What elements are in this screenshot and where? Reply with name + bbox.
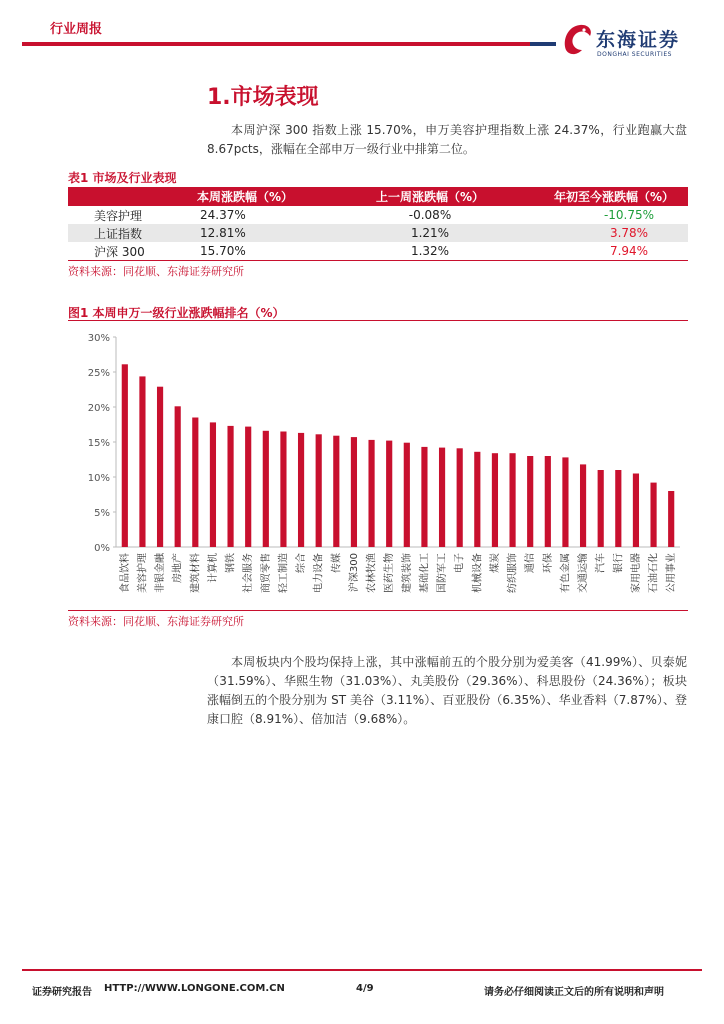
- x-tick-label: 房地产: [172, 553, 184, 583]
- x-tick-label: 钢铁: [225, 553, 237, 573]
- footer-website-link[interactable]: HTTP://WWW.LONGONE.COM.CN: [104, 983, 285, 994]
- x-tick-label: 美容护理: [137, 553, 149, 593]
- section-title: 1.市场表现: [207, 85, 319, 110]
- bar: [527, 456, 533, 547]
- x-tick-label: 基础化工: [419, 553, 431, 593]
- bar: [509, 453, 515, 547]
- x-tick-label: 社会服务: [243, 553, 255, 593]
- company-logo-english: DONGHAI SECURITIES: [597, 51, 672, 58]
- table-row: [68, 206, 688, 224]
- stock-summary-text: 本周板块内个股均保持上涨，其中涨幅前五的个股分别为爱美客（41.99%）、贝泰妮（31.59%）、华熙生物（31.03%）、丸美股份（29.36%）、科思股份（24.36%）；板块涨幅倒五的个股分别为 ST 美谷（3.11%）、百亚股份（6.35%）、华业香料（7.87%）、登康口腔（8.91%）、倍加洁（9.68%）。: [207, 655, 687, 726]
- x-tick-label: 公用事业: [666, 553, 678, 593]
- row-name: 沪深 300: [94, 244, 145, 259]
- table-caption: 表1 市场及行业表现: [68, 171, 177, 185]
- market-performance-table: [68, 187, 688, 260]
- x-tick-label: 汽车: [595, 553, 607, 573]
- table-header-empty: [68, 187, 170, 206]
- y-tick-label: 20%: [87, 403, 110, 414]
- bar: [298, 433, 304, 547]
- industry-ranking-bar-chart: [68, 325, 688, 607]
- x-tick-label: 综合: [296, 553, 308, 573]
- bar: [386, 441, 392, 547]
- table-row: [68, 224, 688, 242]
- x-tick-label: 电子: [454, 553, 466, 573]
- bar: [404, 443, 410, 547]
- company-logo-text: 东海证券: [596, 29, 681, 51]
- row-ytd-change: 3.78%: [540, 224, 688, 242]
- row-prev-change: -0.08%: [408, 208, 452, 222]
- bar: [457, 448, 463, 547]
- bar: [351, 437, 357, 547]
- y-tick-label: 10%: [87, 473, 110, 484]
- x-tick-label: 银行: [613, 553, 625, 573]
- bar: [545, 456, 551, 547]
- figure-bottom-rule: [68, 610, 688, 611]
- bar: [598, 470, 604, 547]
- x-tick-label: 机械设备: [472, 553, 484, 593]
- row-prev-change: 1.21%: [320, 224, 540, 242]
- row-week-change: 24.37%: [200, 208, 246, 222]
- x-tick-label: 煤炭: [489, 553, 501, 573]
- intro-text: 本周沪深 300 指数上涨 15.70%，申万美容护理指数上涨 24.37%，行业跑赢大盘 8.67pcts，涨幅在全部申万一级行业中排第二位。: [207, 123, 687, 156]
- bar: [474, 452, 480, 547]
- bar: [368, 440, 374, 547]
- figure-top-rule: [68, 320, 688, 321]
- bar: [633, 474, 639, 548]
- figure-caption: 图1 本周申万一级行业涨跌幅排名（%）: [68, 306, 285, 320]
- table-header-row: [68, 187, 688, 206]
- bar: [227, 426, 233, 547]
- row-week-change: 12.81%: [170, 224, 320, 242]
- row-name: 上证指数: [68, 224, 170, 242]
- x-tick-label: 计算机: [207, 553, 219, 583]
- table-row: [68, 242, 688, 260]
- y-tick-label: 15%: [87, 438, 110, 449]
- x-tick-label: 建筑材料: [190, 553, 202, 593]
- bar: [580, 464, 586, 547]
- y-tick-label: 25%: [87, 368, 110, 379]
- bar: [421, 447, 427, 547]
- x-tick-label: 传媒: [331, 553, 343, 573]
- x-tick-label: 医药生物: [384, 553, 396, 593]
- x-tick-label: 通信: [525, 553, 537, 573]
- bar: [333, 436, 339, 547]
- x-tick-label: 建筑装饰: [401, 553, 413, 593]
- row-ytd-change: 7.94%: [609, 244, 649, 258]
- x-tick-label: 家用电器: [630, 553, 642, 593]
- bar: [157, 387, 163, 547]
- row-prev-change: 1.32%: [410, 244, 450, 258]
- x-tick-label: 交通运输: [578, 553, 590, 593]
- table-header-week: 本周涨跌幅（%）: [170, 187, 320, 206]
- x-tick-label: 农林牧渔: [366, 553, 378, 593]
- x-tick-label: 商贸零售: [260, 553, 272, 593]
- report-type-label: 行业周报: [50, 22, 103, 37]
- y-tick-label: 30%: [87, 333, 110, 344]
- bar: [192, 418, 198, 548]
- bar: [562, 457, 568, 547]
- table-bottom-rule: [68, 260, 688, 261]
- x-tick-label: 纺织服饰: [507, 553, 519, 593]
- table-header-prev-week: 上一周涨跌幅（%）: [320, 187, 540, 206]
- header-blue-rule: [530, 42, 556, 46]
- x-tick-label: 有色金属: [560, 553, 572, 593]
- header-red-rule: [22, 42, 530, 46]
- footer-report-label: 证券研究报告: [32, 987, 92, 998]
- x-tick-label: 沪深300: [348, 553, 360, 593]
- x-tick-label: 非银金融: [155, 553, 167, 593]
- x-tick-label: 电力设备: [313, 553, 325, 593]
- row-name: 美容护理: [94, 208, 143, 223]
- x-tick-label: 轻工制造: [278, 553, 290, 593]
- x-tick-label: 石油石化: [648, 553, 660, 593]
- table-source: 资料来源：同花顺、东海证券研究所: [68, 265, 244, 278]
- bar: [650, 483, 656, 547]
- row-ytd-change: -10.75%: [603, 208, 655, 222]
- bar: [280, 432, 286, 548]
- bar: [492, 453, 498, 547]
- x-tick-label: 食品饮料: [119, 553, 131, 593]
- intro-paragraph: [207, 121, 687, 159]
- bar: [210, 422, 216, 547]
- bar: [175, 406, 181, 547]
- x-tick-label: 环保: [542, 553, 554, 573]
- bar: [245, 427, 251, 547]
- footer-disclaimer: 请务必仔细阅读正文后的所有说明和声明: [484, 987, 664, 998]
- bar: [263, 431, 269, 547]
- y-tick-label: 5%: [94, 508, 110, 519]
- bar: [139, 376, 145, 547]
- bar: [668, 491, 674, 547]
- bar: [615, 470, 621, 547]
- bar: [316, 434, 322, 547]
- bar: [122, 364, 128, 547]
- stock-summary-paragraph: [207, 653, 687, 729]
- x-tick-label: 国防军工: [437, 553, 449, 593]
- footer-page-number: 4/9: [356, 983, 374, 994]
- y-tick-label: 0%: [94, 543, 110, 554]
- bar: [439, 448, 445, 547]
- dragon-logo-icon: [560, 20, 594, 58]
- footer-rule: [22, 969, 702, 971]
- figure-source: 资料来源：同花顺、东海证券研究所: [68, 615, 244, 628]
- row-week-change: 15.70%: [200, 244, 246, 258]
- table-header-ytd: 年初至今涨跌幅（%）: [540, 187, 688, 206]
